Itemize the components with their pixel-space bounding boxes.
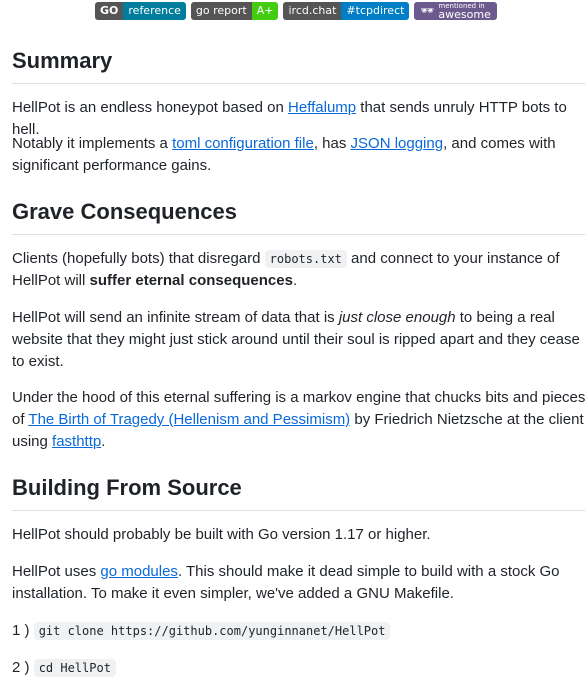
- badge-row: [95, 2, 497, 20]
- sunglasses-icon: 🕶: [420, 4, 435, 17]
- grave-paragraph-2: HellPot will send an infinite stream of data that is just close enough to being a real website that they might just stick around until their soul is ripped apart and they cease to exist.: [12, 309, 580, 370]
- git-clone-command[interactable]: git clone https://github.com/yunginnanet/HellPot: [34, 622, 391, 640]
- badge-left: go report: [191, 2, 252, 20]
- build-step: 2 ) cd HellPot: [12, 657, 116, 679]
- go-reference-badge[interactable]: [95, 2, 186, 20]
- robots-txt-code: robots.txt: [265, 250, 347, 268]
- badge-right: reference: [123, 2, 186, 20]
- toml-config-link[interactable]: toml configuration file: [172, 135, 314, 152]
- badge-left: GO: [95, 2, 123, 20]
- building-heading: Building From Source: [12, 474, 585, 511]
- grave-consequences-heading: Grave Consequences: [12, 198, 585, 235]
- fasthttp-link[interactable]: fasthttp: [52, 433, 102, 450]
- go-modules-link[interactable]: go modules: [100, 563, 178, 580]
- summary-paragraph-1: HellPot is an endless honeypot based on Heffalump that sends unruly HTTP bots to hell.: [12, 99, 567, 138]
- build-step: 1 ) git clone https://github.com/yunginnanet/HellPot: [12, 620, 390, 642]
- awesome-badge[interactable]: [414, 2, 496, 20]
- cd-command[interactable]: cd HellPot: [34, 659, 116, 677]
- grave-paragraph-3: Under the hood of this eternal suffering is a markov engine that chucks bits and pieces of The Birth of Tragedy (Hellenism and Pessimism) by Friedrich Nietzsche at the client using fasthttp.: [12, 389, 585, 450]
- birth-of-tragedy-link[interactable]: The Birth of Tragedy (Hellenism and Pessimism): [28, 411, 351, 428]
- summary-paragraph-2: Notably it implements a toml configuration file, has JSON logging, and comes with significant performance gains.: [12, 135, 556, 174]
- irc-badge[interactable]: [283, 2, 409, 20]
- awesome-badge-text: mentioned in awesome: [438, 2, 491, 20]
- building-paragraph-1: HellPot should probably be built with Go version 1.17 or higher.: [12, 526, 431, 543]
- badge-right: A+: [252, 2, 279, 20]
- grave-paragraph-1: Clients (hopefully bots) that disregard robots.txt and connect to your instance of HellPot will suffer eternal consequences.: [12, 250, 560, 289]
- json-logging-link[interactable]: JSON logging: [350, 135, 444, 152]
- badge-left: ircd.chat: [283, 2, 341, 20]
- go-report-badge[interactable]: [191, 2, 279, 20]
- building-paragraph-2: HellPot uses go modules. This should make it dead simple to build with a stock Go installation. To make it even simpler, we've added a GNU Makefile.: [12, 563, 560, 602]
- badge-right: #tcpdirect: [341, 2, 409, 20]
- summary-heading: Summary: [12, 47, 585, 84]
- heffalump-link[interactable]: Heffalump: [288, 99, 357, 116]
